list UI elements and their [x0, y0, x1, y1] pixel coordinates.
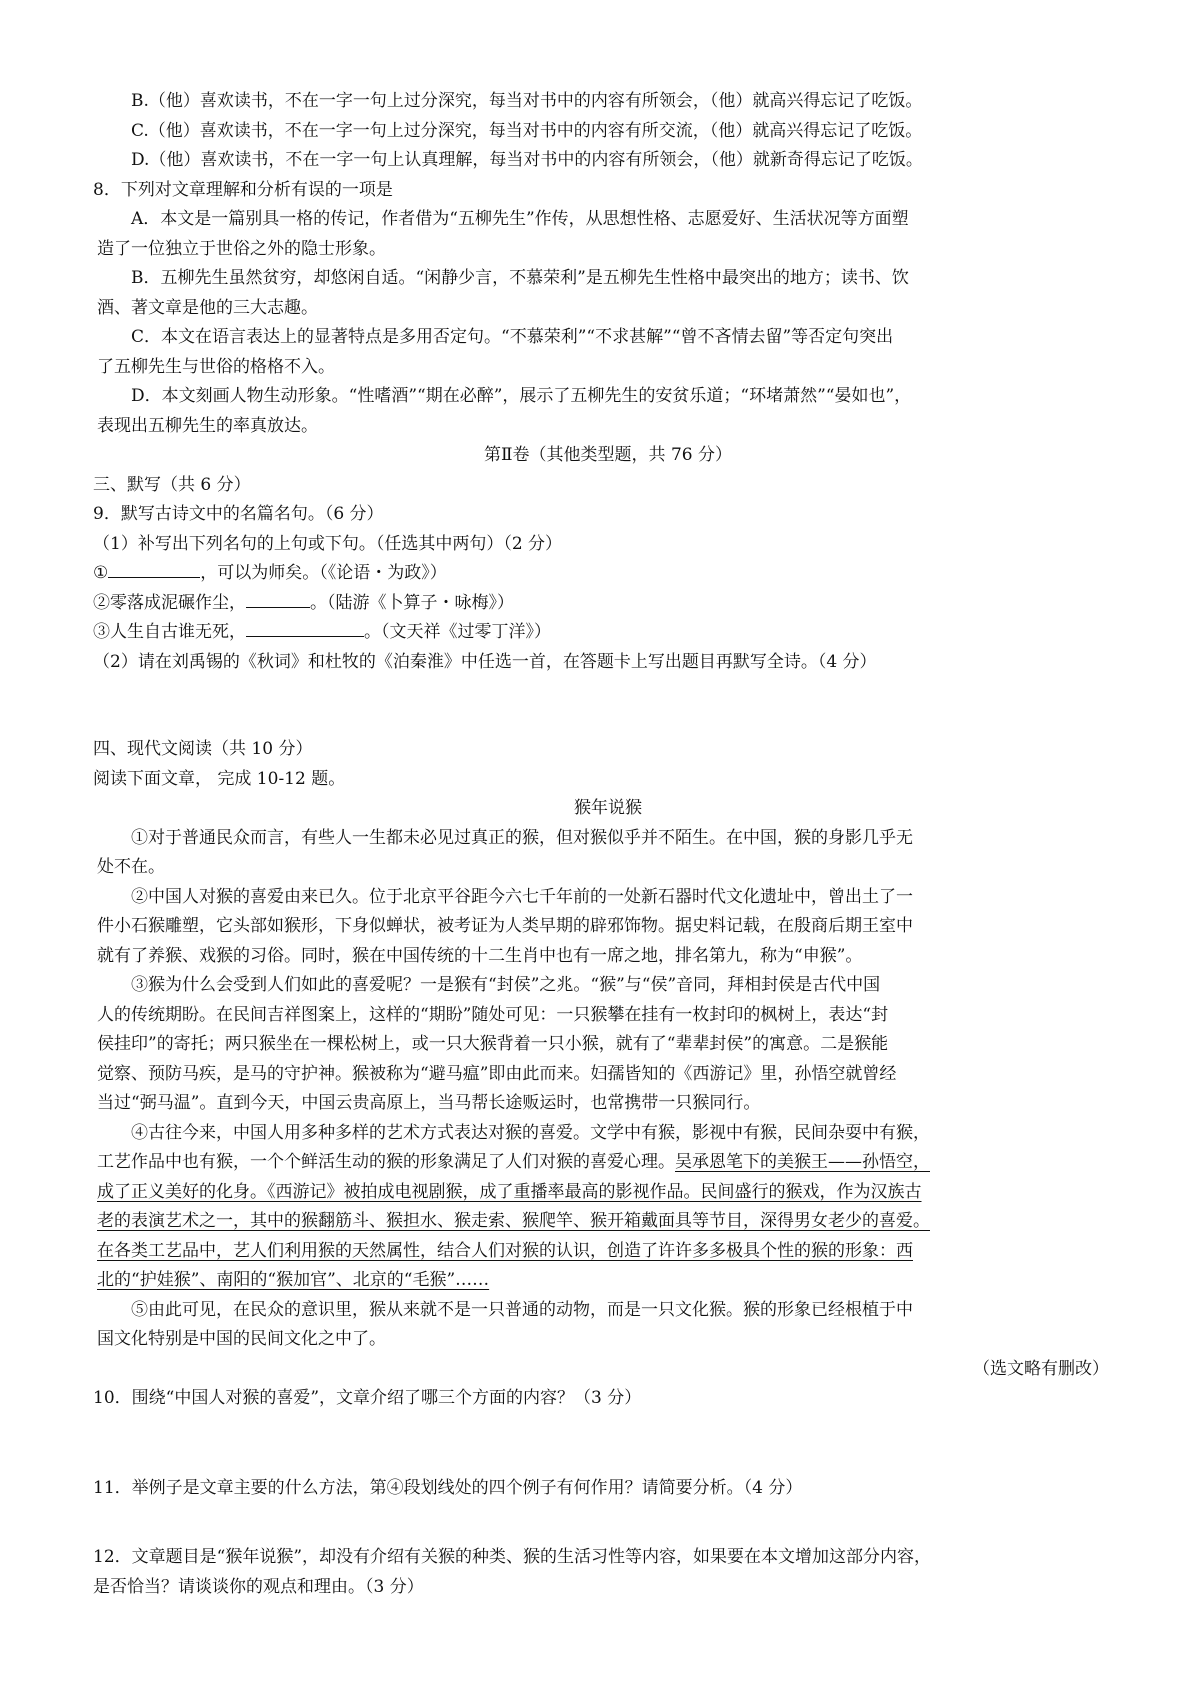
answer-space-q10: [93, 1414, 1123, 1474]
spacer: [93, 677, 1123, 735]
section4-title: 四、现代文阅读（共 10 分）: [93, 739, 313, 759]
answer-blank-1[interactable]: [108, 560, 200, 578]
q9-item2-after: 。（陆游《卜算子・咏梅》）: [310, 592, 514, 613]
para3-line5: 当过“弼马温”。直到今天，中国云贵高原上，当马帮长途贩运时，也常携带一只猴同行。: [97, 1093, 761, 1113]
para1-line1: ①对于普通民众而言，有些人一生都未必见过真正的猴，但对猴似乎并不陌生。在中国，猴的身影几乎无: [131, 827, 913, 848]
reading-instruction: 阅读下面文章， 完成 10-12 题。: [93, 768, 346, 789]
q7-option-b: B.（他）喜欢读书，不在一字一句上过分深究，每当对书中的内容有所领会，（他）就高兴得忘记了吃饭。: [131, 91, 923, 111]
answer-blank-2[interactable]: [246, 590, 310, 608]
q8-option-d-line1: D．本文刻画人物生动形象。“性嗜酒”“期在必醉”，展示了五柳先生的安贫乐道；“环堵萧然”“晏如也”，: [131, 386, 912, 406]
q8-option-c-line2: 了五柳先生与世俗的格格不入。: [97, 356, 335, 377]
para1-line2: 处不在。: [97, 857, 165, 877]
q9-item3: [93, 618, 1123, 648]
q9-item2-text: ②零落成泥碾作尘，: [93, 592, 246, 613]
q9-item1-text: ，可以为师矣。（《论语・为政》）: [200, 563, 447, 583]
q9-item3-text: ③人生自古谁无死，: [93, 622, 246, 642]
q7-option-c: C.（他）喜欢读书，不在一字一句上过分深究，每当对书中的内容有所交流，（他）就高兴得忘记了吃饭。: [131, 120, 923, 141]
para4-line6-underlined: 北的“护娃猴”、南阳的“猴加官”、北京的“毛猴”……: [97, 1270, 490, 1290]
q12-line1: 12．文章题目是“猴年说猴”，却没有介绍有关猴的种类、猴的生活习性等内容，如果要在本文增加这部分内容，: [93, 1547, 932, 1567]
para4-line2-plain: 工艺作品中也有猴，一个个鲜活生动的猴的形象满足了人们对猴的喜爱心理。: [97, 1152, 675, 1172]
para5-line1: ⑤由此可见，在民众的意识里，猴从来就不是一只普通的动物，而是一只文化猴。猴的形象已经根植于中: [131, 1299, 913, 1320]
para2-line2: 件小石猴雕塑，它头部如猴形，下身似蝉状，被考证为人类早期的辟邪饰物。据史料记载，在殷商后期王室中: [97, 916, 913, 936]
exam-page: [93, 87, 1123, 1602]
para2-line1: ②中国人对猴的喜爱由来已久。位于北京平谷距今六七千年前的一处新石器时代文化遗址中，曾出土了一: [131, 886, 913, 907]
para4-line4-underlined: 老的表演艺术之一，其中的猴翻筋斗、猴担水、猴走索、猴爬竿、猴开箱戴面具等节目，深得男女老少的喜爱。: [97, 1211, 930, 1231]
q8-option-a-line1: A．本文是一篇别具一格的传记，作者借为“五柳先生”作传，从思想性格、志愿爱好、生活状况等方面塑: [131, 209, 909, 229]
para4-line3-underlined: 成了正义美好的化身。《西游记》被拍成电视剧猴，成了重播率最高的影视作品。民间盛行的猴戏，作为汉族古: [97, 1181, 922, 1202]
q9-stem: 9．默写古诗文中的名篇名句。（6 分）: [93, 504, 384, 524]
para2-line3: 就有了养猴、戏猴的习俗。同时，猴在中国传统的十二生肖中也有一席之地，排名第九，称为“申猴”。: [97, 945, 863, 966]
para5-line2: 国文化特别是中国的民间文化之中了。: [97, 1329, 386, 1349]
answer-blank-3[interactable]: [246, 619, 364, 637]
para4-line1: ④古往今来，中国人用多种多样的艺术方式表达对猴的喜爱。文学中有猴，影视中有猴，民间杂耍中有猴，: [131, 1122, 930, 1143]
source-note: （选文略有删改）: [973, 1358, 1109, 1379]
para4-line2: [93, 1148, 1123, 1178]
q8-option-b-line1: B．五柳先生虽然贫穷，却悠闲自适。“闲静少言，不慕荣利”是五柳先生性格中最突出的地方；读书、饮: [131, 268, 909, 288]
q10: 10．围绕“中国人对猴的喜爱”，文章介绍了哪三个方面的内容？（3 分）: [93, 1388, 642, 1408]
q9-item2: [93, 589, 1123, 619]
para3-line2: 人的传统期盼。在民间吉祥图案上，这样的“期盼”随处可见：一只猴攀在挂有一枚封印的枫树上，表达“封: [97, 1004, 889, 1025]
q9-sub2: （2）请在刘禹锡的《秋词》和杜牧的《泊秦淮》中任选一首，在答题卡上写出题目再默写全诗。（4 分）: [93, 651, 877, 672]
para3-line3: 侯挂印”的寄托；两只猴坐在一棵松树上，或一只大猴背着一只小猴，就有了“辈辈封侯”的寓意。二是猴能: [97, 1034, 889, 1054]
q8-option-b-line2: 酒、著文章是他的三大志趣。: [97, 297, 318, 318]
article-title: 猴年说猴: [574, 798, 642, 818]
q7-option-d: D.（他）喜欢读书，不在一字一句上认真理解，每当对书中的内容有所领会，（他）就新奇得忘记了吃饭。: [131, 150, 923, 170]
part2-title: 第Ⅱ卷（其他类型题，共 76 分）: [484, 445, 732, 465]
q11: 11．举例子是文章主要的什么方法，第④段划线处的四个例子有何作用？请简要分析。（4 分）: [93, 1477, 803, 1498]
q8-option-d-line2: 表现出五柳先生的率真放达。: [97, 415, 318, 436]
q9-sub1: （1）补写出下列名句的上句或下句。（任选其中两句）（2 分）: [93, 533, 563, 554]
answer-space-q11: [93, 1503, 1123, 1543]
section3-title: 三、默写（共 6 分）: [93, 474, 251, 495]
q12-line2: 是否恰当？请谈谈你的观点和理由。（3 分）: [93, 1576, 424, 1597]
para3-line4: 觉察、预防马疾，是马的守护神。猴被称为“避马瘟”即由此而来。妇孺皆知的《西游记》里，孙悟空就曾经: [97, 1063, 897, 1084]
para4-line5-underlined: 在各类工艺品中，艺人们利用猴的天然属性，结合人们对猴的认识，创造了许许多多极具个性的猴的形象：西: [97, 1240, 913, 1261]
q8-option-a-line2: 造了一位独立于世俗之外的隐士形象。: [97, 238, 386, 259]
para3-line1: ③猴为什么会受到人们如此的喜爱呢？一是猴有“封侯”之兆。“猴”与“侯”音同，拜相封侯是古代中国: [131, 975, 881, 995]
q9-item3-after: 。（文天祥《过零丁洋》）: [364, 622, 551, 642]
q8-option-c-line1: C．本文在语言表达上的显著特点是多用否定句。“不慕荣利”“不求甚解”“曾不吝情去留”等否定句突出: [131, 327, 894, 347]
q9-item1: [93, 559, 1123, 589]
para4-underlined-start: 吴承恩笔下的美猴王——孙悟空，: [675, 1152, 930, 1172]
q9-item1-number: ①: [93, 563, 109, 583]
q8-stem: 8．下列对文章理解和分析有误的一项是: [93, 179, 393, 200]
